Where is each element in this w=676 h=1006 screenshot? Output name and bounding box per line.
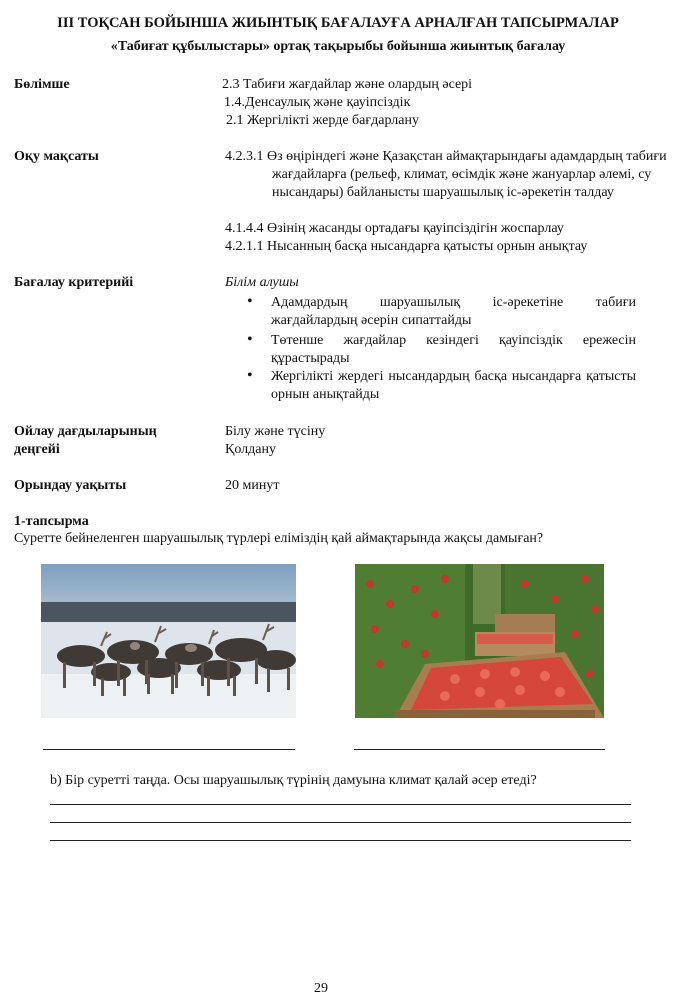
thinking-level-1: Білу және түсіну (225, 424, 326, 439)
bullet-icon: • (247, 293, 253, 310)
page-subtitle: «Табиғат құбылыстары» ортақ тақырыбы бойынша жиынтық бағалау (110, 39, 566, 54)
answer-line[interactable] (50, 840, 631, 841)
criteria-label: Бағалау критерийі (14, 275, 134, 290)
section-line-2: 1.4.Денсаулық және қауіпсіздік (224, 95, 411, 110)
section-line-3: 2.1 Жергілікті жерде бағдарлану (226, 113, 419, 128)
duration-value: 20 минут (225, 478, 280, 493)
learning-goal-item-3: 4.2.1.1 Нысанның басқа нысандарға қатысты орнын анықтау (225, 239, 588, 254)
bullet-icon: • (247, 367, 253, 384)
reindeer-herd-photo (41, 564, 296, 718)
answer-line[interactable] (354, 749, 605, 750)
criteria-bullet-3: Жергілікті жердегі нысандардың басқа нысандарға қатысты орнын анықтайды (271, 369, 636, 402)
learning-goal-item-2: 4.1.4.4 Өзінің жасанды ортадағы қауіпсіздігін жоспарлау (225, 221, 564, 236)
answer-line[interactable] (50, 804, 631, 805)
task-1-title: 1-тапсырма (14, 514, 89, 529)
learning-goal-label: Оқу мақсаты (14, 149, 99, 164)
page-number: 29 (314, 981, 328, 996)
task-b-question: b) Бір суретті таңда. Осы шаруашылық түрінің дамуына климат қалай әсер етеді? (50, 773, 537, 788)
page-title: III ТОҚСАН БОЙЫНША ЖИЫНТЫҚ БАҒАЛАУҒА АРНАЛҒАН ТАПСЫРМАЛАР (57, 15, 619, 31)
answer-line[interactable] (50, 822, 631, 823)
apple-orchard-photo (355, 564, 604, 718)
bullet-icon: • (247, 331, 253, 348)
thinking-level-2: Қолдану (225, 442, 276, 457)
thinking-level-label-1: Ойлау дағдыларының (14, 424, 157, 439)
criteria-bullet-1: Адамдардың шаруашылық іс-әрекетіне табиғи жағдайлардың әсерін сипаттайды (271, 295, 636, 328)
task-1-question: Суретте бейнеленген шаруашылық түрлері еліміздің қай аймақтарында жақсы дамыған? (14, 531, 544, 546)
learning-goal-item-1: 4.2.3.1 Өз өңіріндегі және Қазақстан аймақтарындағы адамдардың табиғи жағдайларға (рельеф, климат, өсімдік және жануарлар әлемі, су нысандары) байланысты шаруашылық іс-әрекетін талдау (225, 149, 667, 200)
answer-line[interactable] (43, 749, 295, 750)
criteria-bullet-2: Төтенше жағдайлар кезіндегі қауіпсіздік ережесін құрастырады (271, 333, 636, 366)
section-label: Бөлімше (14, 77, 70, 92)
thinking-level-label-2: деңгейі (14, 442, 60, 457)
section-line-1: 2.3 Табиғи жағдайлар және олардың әсері (222, 77, 473, 92)
duration-label: Орындау уақыты (14, 478, 127, 493)
criteria-intro: Білім алушы (225, 275, 299, 290)
